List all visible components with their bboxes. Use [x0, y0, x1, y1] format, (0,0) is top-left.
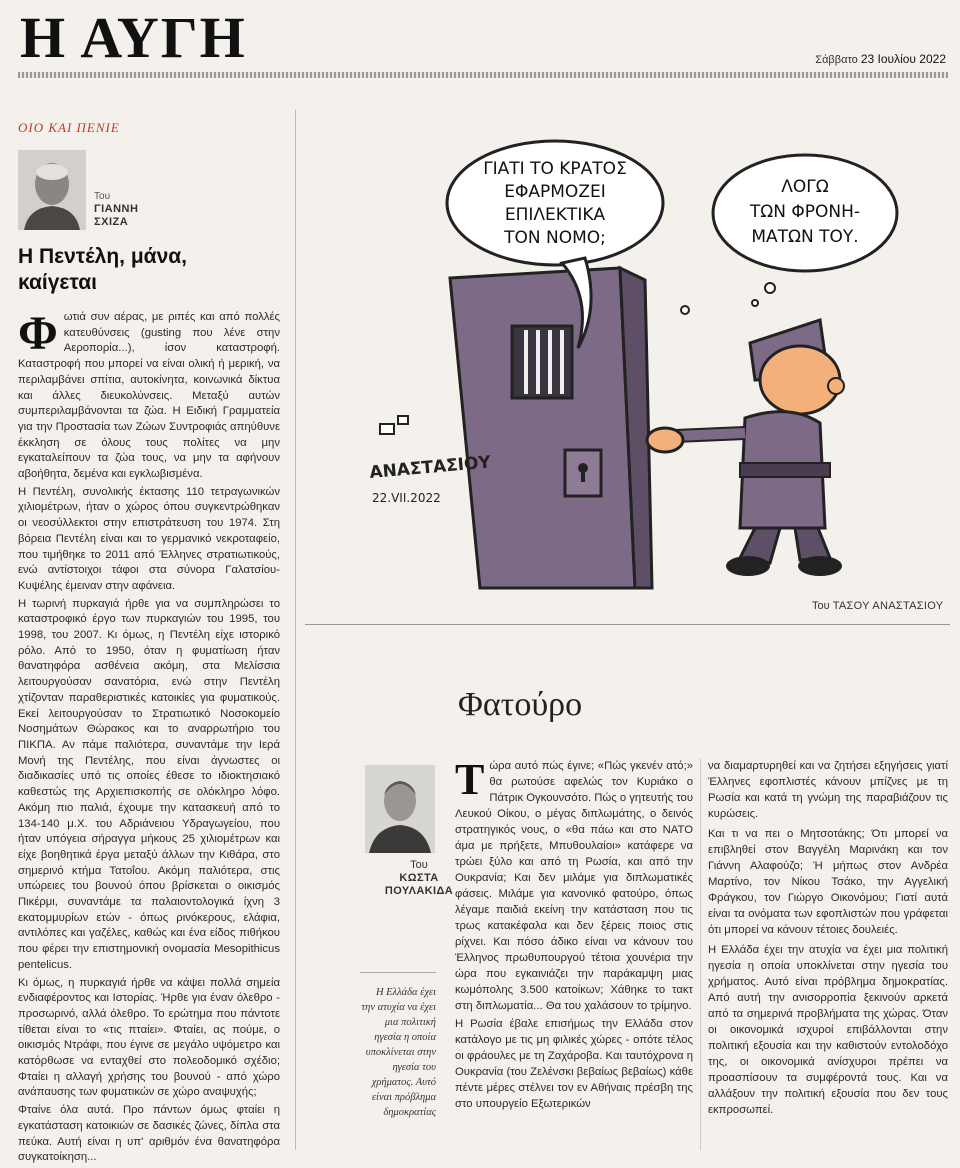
credit-prefix: Του: [812, 600, 830, 612]
dropcap: Φ: [18, 307, 58, 360]
bubble-right-line: ΜΑΤΩΝ ΤΟΥ.: [751, 227, 859, 247]
byline-prefix: Του: [410, 859, 428, 871]
bubble-left-line: ΕΠΙΛΕΚΤΙΚΑ: [504, 205, 606, 225]
speech-bubble-right: [681, 155, 897, 314]
paragraph: Η Πεντέλη, συνολικής έκτασης 110 τετραγωνικών χιλιομέτρων, ήταν ο χώρος όπου συγκεντρώθηκαν οι νεοσύλλεκτοι στην επιστράτευση του 1974. Στη βόρεια Πεντέλη είναι και το γερμανικό νεκροταφείο, που τιμήθηκε το 2011 από Έλληνες στρατιωτικούς, ενώ αντίστοιχοι τάφοι στα σύνορα Γαλατσίου-Κυψέλης έμειναν στην αφάνεια.: [18, 485, 280, 592]
article-body-fatouro-right: [708, 758, 948, 1122]
column-divider: [295, 110, 296, 1150]
prison-door: [450, 268, 652, 588]
masthead-rule: [18, 72, 948, 78]
bubble-left-line: ΓΙΑΤΙ ΤΟ ΚΡΑΤΟΣ: [483, 159, 627, 179]
byline-prefix: Του: [94, 191, 111, 202]
article-headline-penteli: Η Πεντέλη, μάνα, καίγεται: [18, 245, 188, 294]
author-first-name: ΚΩΣΤΑ: [399, 872, 439, 884]
column-divider: [700, 758, 701, 1150]
masthead-title: Η ΑΥΓΗ: [20, 5, 247, 70]
date-day: Σάββατο: [815, 54, 858, 66]
paragraph: Τώρα αυτό πώς έγινε; «Πώς γκενέν ατό;» θα ρωτούσε αφελώς τον Κυριάκο ο Πάτρικ Ογκουνσότο. Πώς ο γητευτής του Λευκού Οίκου, ο μέγας διπλωμάτης, ο δεινός στρατηγικός νους, ο «θα πάω και στο ΝΑΤΟ άμα με πρήξετε, Μπυθουλαίοι» κατάφερε να τρώει ξύλο και από τη Ρωσία, και από την Ουκρανία; Και δεν μιλάμε για διπλωματικές φάσεις. Μιλάμε για κανονικό φατούρο, όπως λέγαμε παιδιά εκείνη την κατάσταση που τις τρως κατακέφαλα και δεν ξέρεις ποιος στις ρίχνει. Και πόσο άδικο είναι να κάνουν του Έλληνος πρωθυπουργού τέτοια χουνέρια την ώρα που εγκαινιάζει την παράκαμψη μιας κωμόπολης 3.500 κατοίκων; Χάθηκε το τακτ στη διπλωματία... Θα του χαλάσουν το τρίμηνο.: [455, 755, 693, 1012]
paragraph: Η Ρωσία έβαλε επισήμως την Ελλάδα στον κατάλογο με τις μη φιλικές χώρες - οπότε τέλος οι φράουλες με τη Ζαχάροβα. Και ταυτόχρονα η Ουκρανία (του Ζελένσκι βεβαίως βεβαίως) κάθε πέντε μέρες στέλνει τον εν Αθήναις πρέσβη της στο υπουργείο Εξωτερικών: [455, 1018, 693, 1110]
publication-date: [815, 52, 946, 66]
author-photo-poulakida: [365, 765, 435, 853]
paragraph: Φταίνε όλα αυτά. Προ πάντων όμως φταίει η εγκατάσταση κατοικιών σε δασικές ζώνες, δίπλα στα πεύκα. Αυτή είναι η υπ' αριθμόν ένα θανατηφόρα συγκατοίκηση...: [18, 1104, 280, 1164]
paragraph: Η τωρινή πυρκαγιά ήρθε για να συμπληρώσει το καταστροφικό έργο των πυρκαγιών του 1995, του 1998, του 2007. Κι όμως, η Πεντέλη είχε ιστορικό ρόλο. Από το 1950, όταν η φυματίωση ήταν θανατηφόρα ασθένεια ακόμη, στα Μελίσσια λειτουργούσαν σανατόρια, ενώ στην Πεντέλη χτίζονταν παραθεριστικές κατοικίες για φυματικούς. Εκεί λειτουργούσαν το Στρατιωτικό Νοσοκομείο Νοσημάτων Θώρακος και το αναρρωτήριο του ΠΙΚΠΑ. Αν πάμε παλιότερα, συναντάμε την Ιερά Μονή της Πεντέλης, που είναι άγνωστες οι διαδικασίες υπό τις οποίες έθεσε το ιδιοκτησιακό καθεστώς της Αρχιεπισκοπής σε ολόκληρο λόφο. Ακόμη πιο παλιά, έχουμε την κατασκευή από το 134-140 μ.Χ. του Αδριάνειου Υδραγωγείου, που ήταν υπόγεια σήραγγα μήκους 25 χιλιομέτρων και είχε βοηθητικά έργα μεταξύ άλλων την Κιθάρα, στο σημερινό κτήμα Τατοΐου. Ακόμη παλιότερα, στις υπώρειες του βουνού όπου βρίσκεται ο οικισμός Πικέρμι, συναντάμε τα παλαιοντολογικά ίχνη 3 εκατομμυρίων ετών - όπως ρινόκερους, ελάφια, αντιλόπες και γαζέλες, καθώς και ένα είδος πιθήκου που φέρει την επιστημονική ονομασία Mesopithicus pentelicus.: [18, 597, 280, 971]
paragraph: Η Ελλάδα έχει την ατυχία να έχει μια πολιτική ηγεσία η οποία υποκλίνεται στην ηγεσία του χρήματος. Αυτό είναι πρόβλημα δημοκρατίας. Από αυτή την ανισορροπία ξεκινούν αρκετά από τα σημερινά προβλήματα της χώρας. Όταν οι οικονομικά ισχυροί επιβάλλονται στην πολιτική εξουσία και την καθιστούν εντολοδόχο της, οι οικονομικά ανίσχυροι πρέπει να προασπίσουν τα συμφέροντά τους. Και να αλλάξουν την πολιτική εξουσία που δεν τους εκπροσωπεί.: [708, 944, 948, 1116]
article-body-fatouro-left: [455, 755, 693, 1114]
date-value: 23 Ιουλίου 2022: [860, 52, 946, 66]
dropcap: Τ: [455, 755, 485, 804]
signature-date: 22.VII.2022: [372, 491, 441, 505]
signature-name: ΑΝΑΣΤΑΣΙΟΥ: [368, 452, 492, 483]
author-photo-schiza: [18, 150, 86, 230]
section-rule: [305, 624, 950, 625]
bubble-left-line: ΤΟΝ ΝΟΜΟ;: [504, 228, 606, 248]
bubble-left-line: ΕΦΑΡΜΟΖΕΙ: [504, 182, 606, 202]
author-first-name: ΓΙΑΝΝΗ: [94, 203, 139, 215]
prison-guard-figure: [647, 320, 844, 576]
bubble-right-line: ΛΟΓΩ: [781, 177, 829, 197]
credit-name: ΤΑΣΟΥ ΑΝΑΣΤΑΣΙΟΥ: [832, 600, 944, 612]
paragraph: να διαμαρτυρηθεί και να ζητήσει εξηγήσεις γιατί Έλληνες εφοπλιστές κάνουν μπίζνες με τη Ρωσία και κατά τη γνώμη της παραβιάζουν τις κυρώσεις.: [708, 760, 948, 820]
editorial-cartoon: [300, 118, 950, 593]
section-label: ΟΙΟ ΚΑΙ ΠΕΝΙΕ: [18, 120, 120, 135]
author-last-name: ΣΧΙΖΑ: [94, 216, 129, 228]
pullquote-rule: [360, 972, 436, 973]
paragraph: Και τι να πει ο Μητσοτάκης; Ότι μπορεί να επιβληθεί στον Βαγγέλη Μαρινάκη και τον Γιάννη Αλαφούζο; Ή μήπως στον Ανδρέα Μαρτίνο, τον Νίκου Τσάκο, την Αγγελική Φράγκου, τον Γιώργο Οικονόμου; Γιατί αυτά είναι τα ονόματα των εφοπλιστών που γράφεται ότι μπορεί να κάνουν τέτοιες δουλειές.: [708, 828, 948, 936]
bubble-right-line: ΤΩΝ ΦΡΟΝΗ-: [749, 202, 861, 222]
article-headline-fatouro: Φατούρο: [458, 686, 583, 723]
byline-poulakida: [384, 859, 454, 898]
paragraph: Κι όμως, η πυρκαγιά ήρθε να κάψει πολλά σημεία ενδιαφέροντος και Ιστορίας. Ήρθε για έναν όλεθρο - προσωρινό, αλλά όλεθρο. Το ερώτημα που πάντοτε τίθεται είναι το «τις πταίει». Φταίει, ας πούμε, ο οικισμός Ντράφι, που έγινε σε μεγάλο υψόμετρο και κατόρθωσε να ενταχθεί στο πολεοδομικό σχέδιο; Φταίει η αλλαγή χρήσης του βουνού - από χώρο ανάπαυσης των φυματικών σε χώρο αναψυχής;: [18, 976, 280, 1099]
byline-schiza: [94, 190, 138, 229]
article-body-penteli: [18, 307, 280, 1168]
pullquote: Η Ελλάδα έχει την ατυχία να έχει μια πολιτική ηγεσία η οποία υποκλίνεται στην ηγεσία του χρήματος. Αυτό είναι πρόβλημα δημοκρατίας: [361, 987, 436, 1118]
paragraph: Φωτιά συν αέρας, με ριπές και από πολλές κατευθύνσεις (gusting που λένε στην Αεροπορία...), ίσον καταστροφή. Καταστροφή που μπορεί να είναι ολική ή μερική, να περιλαμβάνει σπίτια, αυτοκίνητα, κοινωνικά δίκτυα και άλλες διευκολύνσεις. Μεταξύ αυτών συμπεριλαμβάνονται τα ζώα. Η Ειδική Γραμματεία για την Προστασία των Ζώων Συντροφιάς απηύθυνε έκκληση σε όλους τους πολίτες να μην εγκαταλείπουν τα ζώα τους, να μην τα αφήνουν αβοήθητα, δεμένα και εγκλωβισμένα.: [18, 307, 280, 481]
cartoon-credit: [812, 600, 943, 612]
author-last-name: ΠΟΥΛΑΚΙΔΑ: [384, 885, 454, 897]
